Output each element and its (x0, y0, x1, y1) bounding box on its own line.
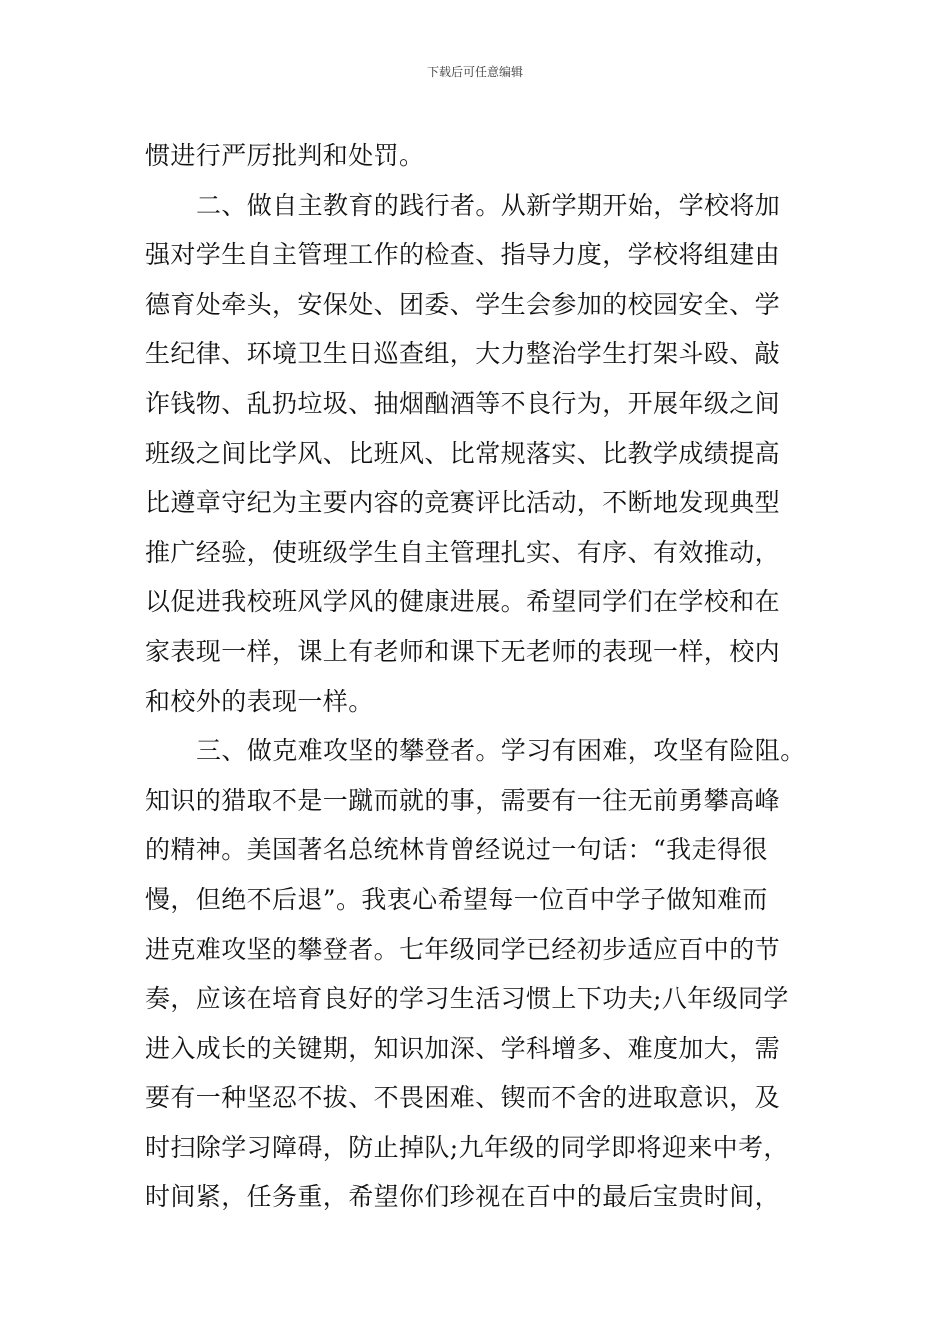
text-line: 比遵章守纪为主要内容的竞赛评比活动，不断地发现典型 (145, 488, 781, 518)
text-line: 和校外的表现一样。 (145, 686, 374, 716)
text-line: 生纪律、环境卫生日巡查组，大力整治学生打架斗殴、敲 (145, 339, 781, 369)
text-line: 要有一种坚忍不拔、不畏困难、锲而不舍的进取意识，及 (145, 1083, 781, 1113)
text-line: 强对学生自主管理工作的检查、指导力度，学校将组建由 (145, 240, 781, 270)
text-line: 时扫除学习障碍，防止掉队;九年级的同学即将迎来中考， (145, 1132, 789, 1162)
page-header: 下载后可任意编辑 (426, 65, 523, 79)
text-line: 知识的猎取不是一蹴而就的事，需要有一往无前勇攀高峰 (145, 785, 781, 815)
text-line: 时间紧，任务重，希望你们珍视在百中的最后宝贵时间， (145, 1182, 781, 1212)
text-line: 奏，应该在培育良好的学习生活习惯上下功夫;八年级同学 (145, 984, 789, 1014)
text-line: 慢，但绝不后退”。我衷心希望每一位百中学子做知难而 (145, 884, 768, 914)
paragraph-start-line: 三、做克难攻坚的攀登者。学习有困难，攻坚有险阻。 (196, 736, 806, 766)
text-line: 的精神。美国著名总统林肯曾经说过一句话：“我走得很 (145, 835, 768, 865)
paragraph-start-line: 二、做自主教育的践行者。从新学期开始，学校将加 (196, 190, 781, 220)
text-line: 德育处牵头，安保处、团委、学生会参加的校园安全、学 (145, 289, 781, 319)
text-line: 班级之间比学风、比班风、比常规落实、比教学成绩提高 (145, 438, 781, 468)
text-line: 家表现一样，课上有老师和课下无老师的表现一样，校内 (145, 636, 781, 666)
text-line: 进入成长的关键期，知识加深、学科增多、难度加大，需 (145, 1033, 781, 1063)
text-line: 以促进我校班风学风的健康进展。希望同学们在学校和在 (145, 587, 781, 617)
text-line: 诈钱物、乱扔垃圾、抽烟酗酒等不良行为，开展年级之间 (145, 388, 781, 418)
text-line: 推广经验，使班级学生自主管理扎实、有序、有效推动， (145, 537, 781, 567)
text-line: 进克难攻坚的攀登者。七年级同学已经初步适应百中的节 (145, 934, 781, 964)
document-body (145, 131, 845, 1222)
text-line: 惯进行严厉批判和处罚。 (145, 141, 425, 170)
